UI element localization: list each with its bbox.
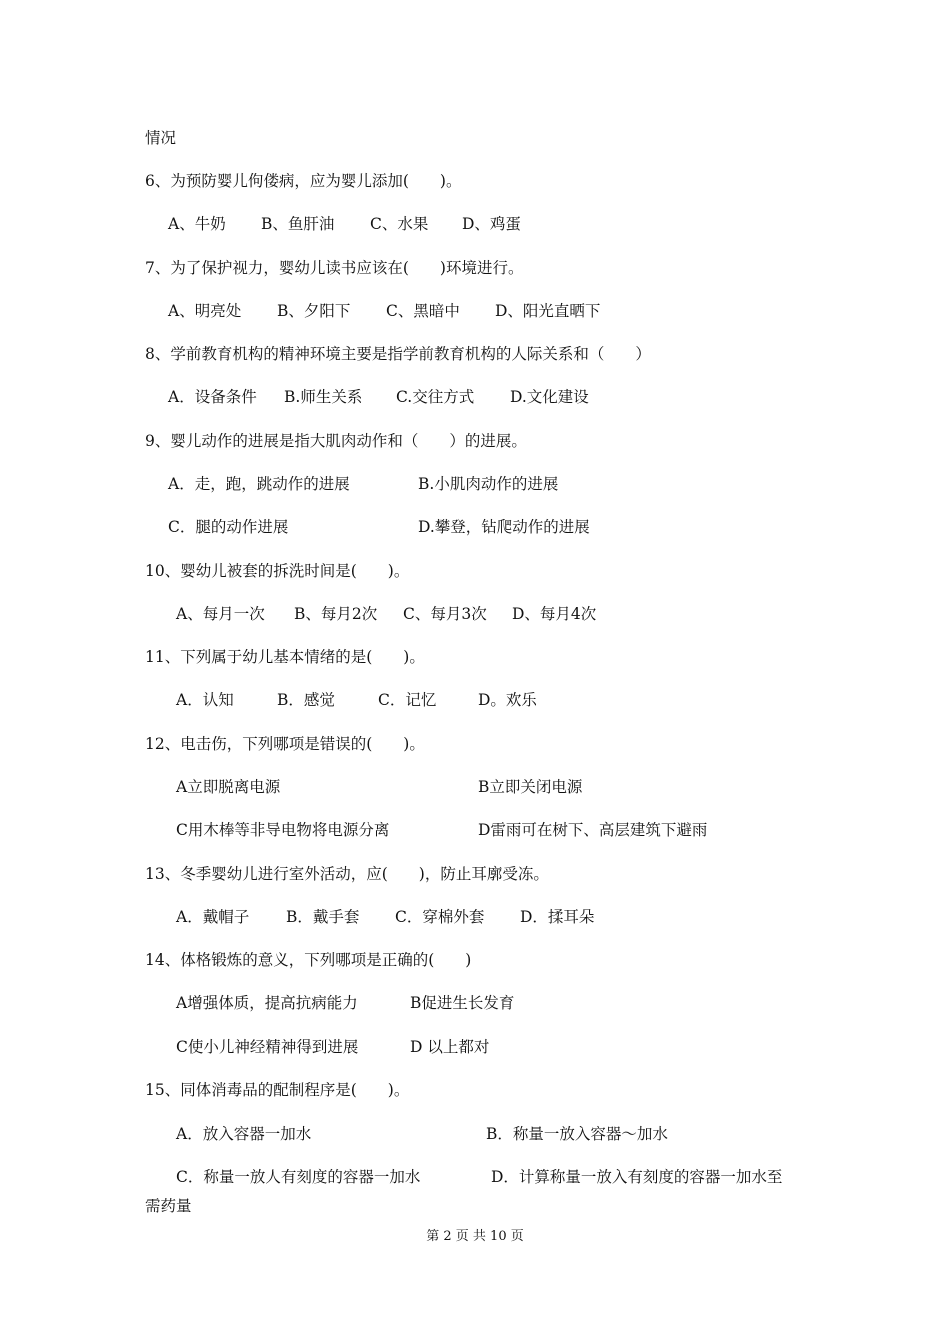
- question-8-stem: 8、学前教育机构的精神环境主要是指学前教育机构的人际关系和（ ）: [145, 345, 651, 363]
- question-8-option-c: C.交往方式: [396, 388, 475, 406]
- question-13-stem: 13、冬季婴幼儿进行室外活动，应( )，防止耳廓受冻。: [145, 865, 549, 883]
- question-8-option-b: B.师生关系: [284, 388, 363, 406]
- question-6-stem: 6、为预防婴儿佝偻病，应为婴儿添加( )。: [145, 172, 462, 190]
- continuation-text: 情况: [145, 129, 177, 147]
- question-12-stem: 12、电击伤，下列哪项是错误的( )。: [145, 735, 425, 753]
- question-13-option-a: A．戴帽子: [176, 908, 250, 926]
- question-6-option-a: A、牛奶: [168, 215, 226, 233]
- question-15-stem: 15、同体消毒品的配制程序是( )。: [145, 1081, 410, 1099]
- question-10-stem: 10、婴幼儿被套的拆洗时间是( )。: [145, 562, 410, 580]
- question-15-option-a: A．放入容器一加水: [176, 1125, 312, 1143]
- question-13-option-d: D．揉耳朵: [520, 908, 595, 926]
- question-7-option-b: B、夕阳下: [277, 302, 351, 320]
- question-9-stem: 9、婴儿动作的进展是指大肌肉动作和（ ）的进展。: [145, 432, 527, 450]
- question-14-option-d: D 以上都对: [410, 1038, 490, 1056]
- question-15-option-c: C．称量一放人有刻度的容器一加水: [176, 1168, 421, 1186]
- page-footer: 第 2 页 共 10 页: [426, 1229, 524, 1244]
- question-15-option-d: D．计算称量一放入有刻度的容器一加水至: [491, 1168, 783, 1186]
- question-7-option-c: C、黑暗中: [386, 302, 460, 320]
- question-12-option-b: B立即关闭电源: [478, 778, 583, 796]
- question-8-option-a: A．设备条件: [168, 388, 257, 406]
- question-7-option-a: A、明亮处: [168, 302, 242, 320]
- question-13-option-b: B．戴手套: [286, 908, 360, 926]
- question-9-option-a: A．走，跑，跳动作的进展: [168, 475, 350, 493]
- question-10-option-c: C、每月3次: [403, 605, 487, 623]
- question-6-option-b: B、鱼肝油: [261, 215, 335, 233]
- question-7-option-d: D、阳光直晒下: [495, 302, 601, 320]
- question-6-option-d: D、鸡蛋: [462, 215, 521, 233]
- question-14-option-c: C使小儿神经精神得到进展: [176, 1038, 359, 1056]
- question-10-option-d: D、每月4次: [512, 605, 597, 623]
- question-11-option-d: D。欢乐: [478, 691, 537, 709]
- question-14-option-a: A增强体质，提高抗病能力: [176, 994, 358, 1012]
- question-9-option-d: D.攀登，钻爬动作的进展: [418, 518, 590, 536]
- question-14-option-b: B促进生长发育: [410, 994, 515, 1012]
- question-13-option-c: C．穿棉外套: [395, 908, 485, 926]
- question-15-option-d-continuation: 需药量: [145, 1197, 192, 1215]
- question-11-option-a: A．认知: [176, 691, 234, 709]
- question-14-stem: 14、体格锻炼的意义，下列哪项是正确的( ): [145, 951, 472, 969]
- question-10-option-b: B、每月2次: [294, 605, 378, 623]
- question-12-option-d: D雷雨可在树下、高层建筑下避雨: [478, 821, 708, 839]
- question-11-option-b: B．感觉: [277, 691, 335, 709]
- question-9-option-b: B.小肌肉动作的进展: [418, 475, 559, 493]
- question-12-option-c: C用木棒等非导电物将电源分离: [176, 821, 390, 839]
- question-7-stem: 7、为了保护视力，婴幼儿读书应该在( )环境进行。: [145, 259, 524, 277]
- question-11-stem: 11、下列属于幼儿基本情绪的是( )。: [145, 648, 425, 666]
- question-15-option-b: B．称量一放入容器～加水: [486, 1125, 668, 1143]
- question-6-option-c: C、水果: [370, 215, 429, 233]
- question-11-option-c: C．记忆: [378, 691, 437, 709]
- question-8-option-d: D.文化建设: [510, 388, 589, 406]
- question-10-option-a: A、每月一次: [176, 605, 265, 623]
- question-12-option-a: A立即脱离电源: [176, 778, 281, 796]
- question-9-option-c: C．腿的动作进展: [168, 518, 289, 536]
